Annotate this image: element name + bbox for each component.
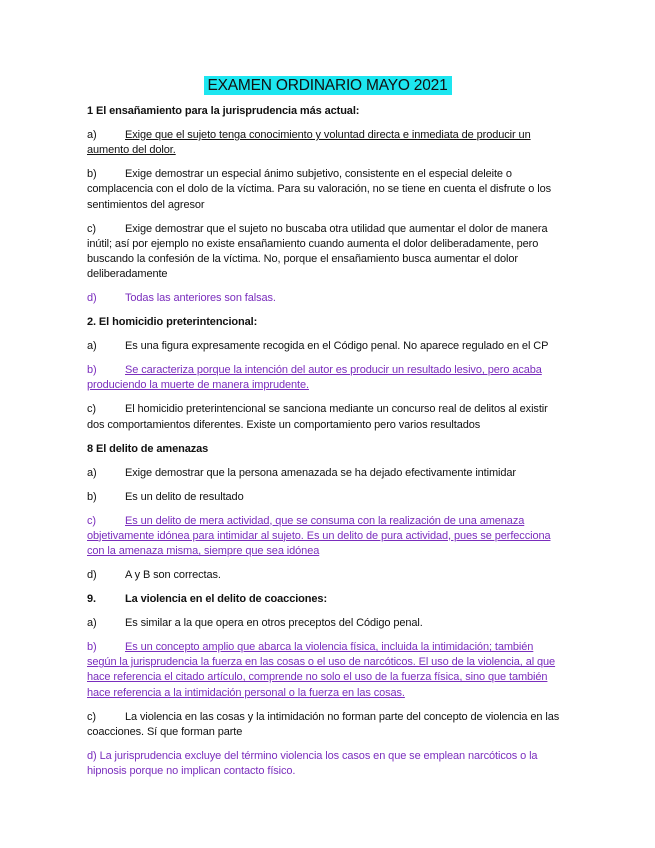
question-2-option-c [87, 402, 565, 432]
option-text: Exige demostrar un especial ánimo subjetivo, consistente en el especial deleite o complacencia con el dolo de la víctima. Para su valoración, no se tiene en cuenta el disfrute o los sentimientos del agresor [87, 168, 551, 211]
question-8-option-a [87, 466, 565, 481]
question-8-option-b [87, 490, 565, 505]
question-2-option-a [87, 339, 565, 354]
question-9-option-b [87, 640, 565, 701]
question-9-option-d [87, 749, 565, 779]
option-label: d) [87, 292, 97, 305]
option-text: Exige demostrar que la persona amenazada se ha dejado efectivamente intimidar [125, 466, 516, 479]
option-label: a) [87, 129, 97, 141]
question-8-option-c [87, 514, 565, 560]
question-number: 9. [87, 593, 96, 606]
option-label: b) [87, 364, 97, 377]
option-text: Es una figura expresamente recogida en el Código penal. No aparece regulado en el CP [125, 340, 549, 353]
question-9-option-a [87, 616, 565, 631]
question-1-option-c [87, 222, 565, 283]
option-text: Es un delito de resultado [125, 490, 244, 503]
question-text: La violencia en el delito de coacciones: [125, 593, 328, 606]
exam-title: EXAMEN ORDINARIO MAYO 2021 [204, 76, 452, 95]
question-9-option-c [87, 710, 565, 740]
question-1: 1 El ensañamiento para la jurisprudencia más actual: [87, 105, 360, 117]
option-text: A y B son correctas. [125, 569, 221, 582]
option-text: Exige que el sujeto tenga conocimiento y voluntad directa e inmediata de producir un aumento del dolor. [87, 129, 531, 157]
question-2: 2. El homicidio preterintencional: [87, 316, 258, 329]
option-label: c) [87, 222, 96, 235]
option-text: Todas las anteriores son falsas. [125, 292, 276, 305]
option-label: c) [87, 710, 96, 723]
option-text: Es un delito de mera actividad, que se consuma con la realización de una amenaza objetivamente idónea para intimidar al sujeto. Es un delito de pura actividad, pues se perfecciona con la amenaza misma, siempre que sea idónea [87, 514, 551, 558]
option-label: a) [87, 340, 97, 353]
option-text: Se caracteriza porque la intención del autor es producir un resultado lesivo, pero acaba produciendo la muerte de manera imprudente. [87, 364, 542, 392]
option-text: La violencia en las cosas y la intimidación no forman parte del concepto de violencia en las coacciones. Sí que forman parte [87, 710, 560, 738]
question-8-option-d [87, 568, 565, 583]
option-label: c) [87, 514, 96, 527]
question-1-option-d [87, 291, 565, 306]
option-label: b) [87, 490, 97, 503]
question-1-option-b [87, 167, 565, 213]
title-row [0, 76, 655, 95]
question-1-option-a [87, 128, 565, 158]
option-label: b) [87, 168, 97, 181]
question-8: 8 El delito de amenazas [87, 442, 209, 455]
option-text: Es similar a la que opera en otros preceptos del Código penal. [125, 617, 423, 630]
option-label: d) [87, 749, 97, 762]
option-text: Es un concepto amplio que abarca la violencia física, incluida la intimidación; también según la jurisprudencia la fuerza en las cosas o el uso de narcóticos. El uso de la violencia, al que hace referencia el citado artículo, comprende no solo el uso de la fuerza física, sino que también hace referencia a la intimidación personal o la fuerza en las cosas. [87, 641, 556, 699]
exam-content [87, 104, 565, 788]
question-9 [87, 592, 565, 607]
option-label: a) [87, 617, 97, 630]
option-text: Exige demostrar que el sujeto no buscaba otra utilidad que aumentar el dolor de manera inútil; así por ejemplo no existe ensañamiento cuando aumenta el dolor deliberadamente, pero buscando la confesión de la víctima. No, porque el ensañamiento busca aumentar el dolor deliberadamente [87, 222, 548, 281]
option-text: La jurisprudencia excluye del término violencia los casos en que se emplean narcóticos o la hipnosis porque no implican contacto físico. [87, 749, 538, 778]
question-2-option-b [87, 363, 565, 393]
option-text: El homicidio preterintencional se sanciona mediante un concurso real de delitos al existir dos comportamientos diferentes. Existe un comportamiento pero varios resultados [87, 403, 548, 431]
option-label: c) [87, 403, 96, 416]
option-label: a) [87, 466, 97, 479]
option-label: b) [87, 641, 97, 654]
option-label: d) [87, 569, 97, 582]
